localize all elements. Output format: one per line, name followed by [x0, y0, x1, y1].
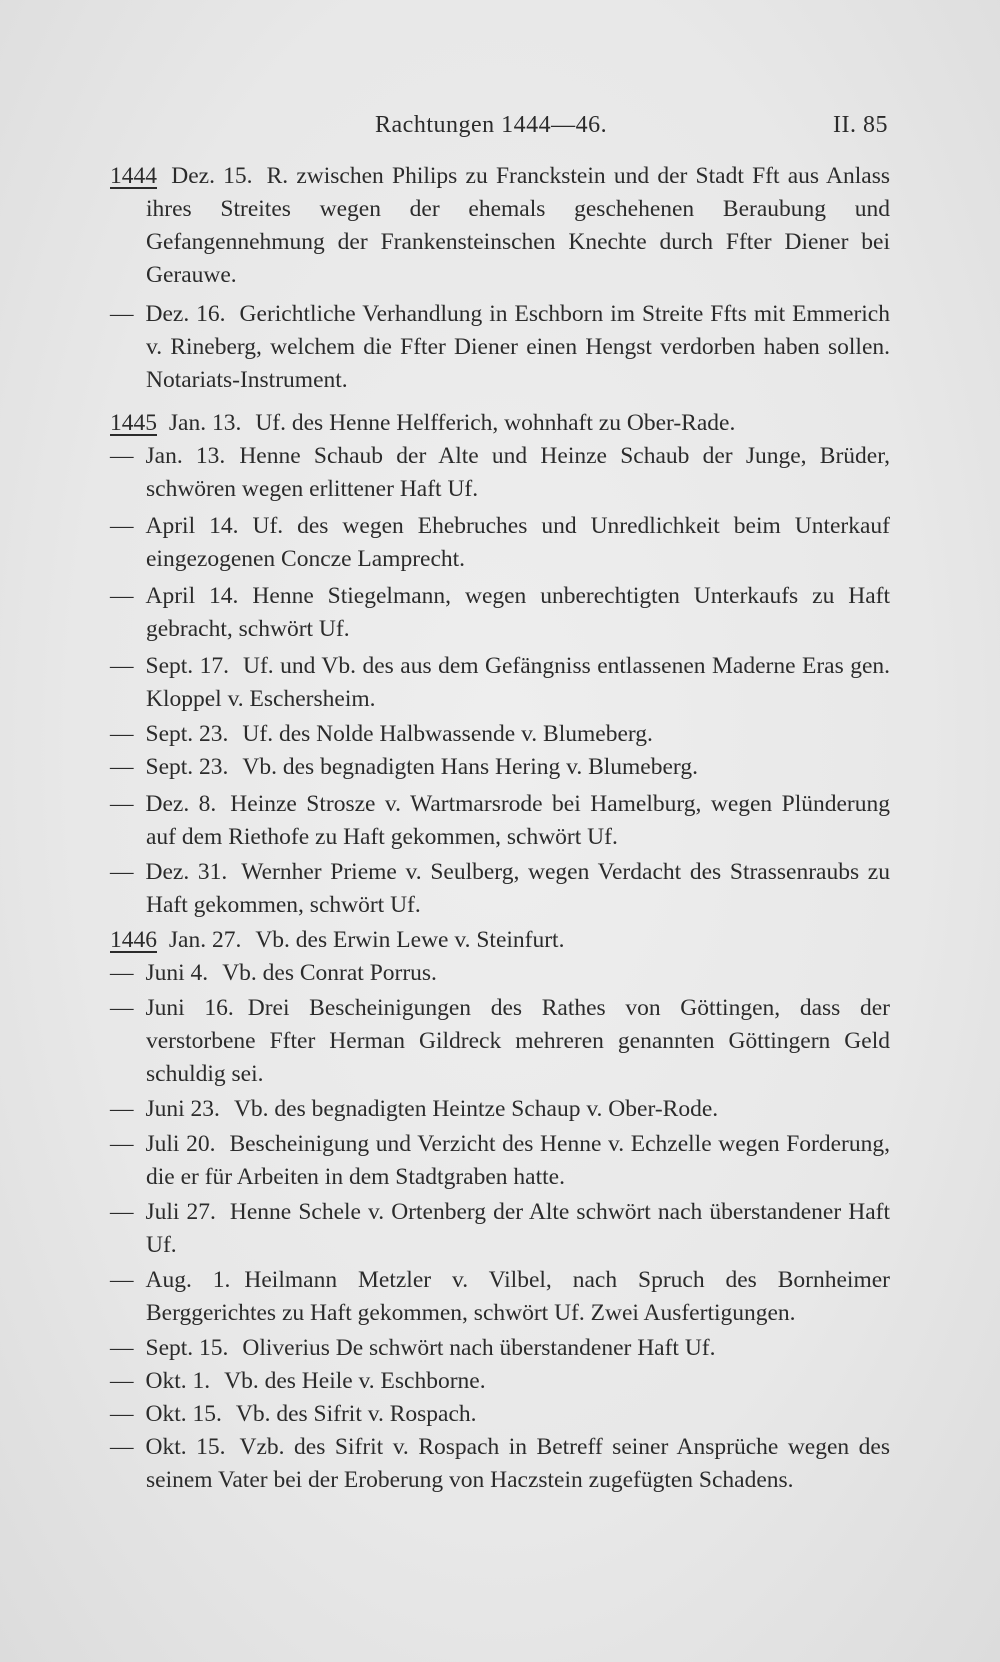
entry-date: Sept. 23.	[145, 754, 229, 780]
entry-date: April 14.	[145, 583, 239, 609]
entry-date: Juni 23.	[145, 1096, 220, 1122]
entry-text: Uf. des wegen Ehebruches und Unredlichkeit beim Unterkauf eingezogenen Concze Lamprecht.	[146, 513, 890, 572]
list-item	[110, 1093, 890, 1126]
dash-marker: —	[110, 995, 134, 1021]
entry-date: Aug. 1.	[145, 1267, 231, 1293]
running-title: Rachtungen 1444—46.	[375, 112, 608, 138]
entry-date: Juni 16.	[145, 995, 234, 1021]
page-header	[112, 108, 888, 144]
dash-marker: —	[110, 443, 134, 469]
list-item	[110, 298, 890, 397]
list-item	[110, 751, 890, 784]
entry-date: Sept. 17.	[145, 653, 229, 679]
entry-text: Henne Schaub der Alte und Heinze Schaub der Junge, Brüder, schwören wegen erlittener Haft Uf.	[146, 443, 890, 502]
entry-text: Vb. des begnadigten Hans Hering v. Blumeberg.	[242, 754, 698, 780]
list-item	[110, 1365, 890, 1398]
entry-date: April 14.	[145, 513, 239, 539]
dash-marker: —	[110, 721, 134, 747]
entry-date: Okt. 15.	[145, 1401, 222, 1427]
year-marker: 1446	[110, 927, 157, 953]
entry-date: Juli 20.	[145, 1131, 216, 1157]
entry-text: Henne Stiegelmann, wegen unberechtigten Unterkaufs zu Haft gebracht, schwört Uf.	[146, 583, 891, 642]
entry-text: Vb. des Erwin Lewe v. Steinfurt.	[255, 927, 565, 953]
entry-text: Bescheinigung und Verzicht des Henne v. Echzelle wegen Forderung, die er für Arbeiten in dem Stadtgraben hatte.	[146, 1131, 890, 1190]
entry-text: Drei Bescheinigungen des Rathes von Göttingen, dass der verstorbene Ffter Herman Gildreck mehreren genannten Göttingern Geld schuldig sei.	[146, 995, 890, 1087]
list-item	[110, 1431, 890, 1497]
entry-date: Sept. 23.	[145, 721, 229, 747]
entry-text: Vb. des Conrat Porrus.	[222, 960, 437, 986]
year-marker: 1445	[110, 410, 157, 436]
dash-marker: —	[110, 1401, 134, 1427]
entry-text: Uf. des Henne Helfferich, wohnhaft zu Ober-Rade.	[255, 410, 736, 436]
entry-date: Dez. 15.	[171, 163, 253, 189]
entry-date: Juli 27.	[145, 1199, 216, 1225]
dash-marker: —	[110, 1434, 134, 1460]
dash-marker: —	[110, 1267, 134, 1293]
entry-text: Heinze Strosze v. Wartmarsrode bei Hamelburg, wegen Plünderung auf dem Riethofe zu Haft gekommen, schwört Uf.	[146, 791, 890, 850]
list-item	[110, 856, 890, 922]
entry-date: Okt. 15.	[145, 1434, 226, 1460]
dash-marker: —	[110, 859, 134, 885]
list-item	[110, 1264, 890, 1330]
entry-date: Okt. 1.	[145, 1368, 211, 1394]
dash-marker: —	[110, 791, 134, 817]
entry-list	[110, 160, 890, 1497]
entry-date: Dez. 8.	[145, 791, 217, 817]
dash-marker: —	[110, 301, 134, 327]
entry-text: Gerichtliche Verhandlung in Eschborn im Streite Ffts mit Emmerich v. Rineberg, welchem die Ffter Diener einen Hengst verdorben haben sollen. Notariats-Instrument.	[146, 301, 890, 393]
list-item	[110, 650, 890, 716]
entry-text: Vb. des Sifrit v. Rospach.	[235, 1401, 477, 1427]
dash-marker: —	[110, 1199, 134, 1225]
list-item	[110, 992, 890, 1091]
list-item	[110, 788, 890, 854]
dash-marker: —	[110, 1368, 134, 1394]
entry-date: Juni 4.	[145, 960, 209, 986]
list-item	[110, 1128, 890, 1194]
entry-text: Uf. des Nolde Halbwassende v. Blumeberg.	[242, 721, 653, 747]
entry-text: Vzb. des Sifrit v. Rospach in Betreff seiner Ansprüche wegen des seinem Vater bei der Eroberung von Haczstein zugefügten Schadens.	[146, 1434, 890, 1493]
dash-marker: —	[110, 960, 134, 986]
dash-marker: —	[110, 583, 134, 609]
list-item	[110, 718, 890, 751]
list-item	[110, 510, 890, 576]
entry-date: Jan. 13.	[145, 443, 226, 469]
list-item	[110, 440, 890, 506]
page-number: II. 85	[833, 112, 888, 138]
entry-date: Jan. 13.	[168, 410, 242, 436]
list-item	[110, 580, 890, 646]
list-item	[110, 407, 890, 440]
entry-text: Vb. des Heile v. Eschborne.	[224, 1368, 486, 1394]
list-item	[110, 160, 890, 292]
entry-text: Heilmann Metzler v. Vilbel, nach Spruch des Bornheimer Berggerichtes zu Haft gekommen, schwört Uf. Zwei Ausfertigungen.	[146, 1267, 890, 1326]
entry-text: Uf. und Vb. des aus dem Gefängniss entlassenen Maderne Eras gen. Kloppel v. Eschersheim.	[146, 653, 890, 712]
dash-marker: —	[110, 1131, 134, 1157]
list-item	[110, 957, 890, 990]
entry-date: Dez. 16.	[145, 301, 226, 327]
entry-date: Dez. 31.	[145, 859, 228, 885]
entry-date: Sept. 15.	[145, 1335, 229, 1361]
entry-text: Vb. des begnadigten Heintze Schaup v. Ober-Rode.	[233, 1096, 719, 1122]
dash-marker: —	[110, 1335, 134, 1361]
list-item	[110, 1398, 890, 1431]
entry-text: Henne Schele v. Ortenberg der Alte schwört nach überstandener Haft Uf.	[146, 1199, 890, 1258]
dash-marker: —	[110, 513, 134, 539]
dash-marker: —	[110, 653, 134, 679]
list-item	[110, 1332, 890, 1365]
entry-text: R. zwischen Philips zu Franckstein und der Stadt Fft aus Anlass ihres Streites wegen der ehemals geschehenen Beraubung und Gefangennehmung der Frankensteinschen Knechte durch Ffter Diener bei Gerauwe.	[146, 163, 890, 288]
dash-marker: —	[110, 754, 134, 780]
entry-date: Jan. 27.	[168, 927, 242, 953]
list-item	[110, 1196, 890, 1262]
dash-marker: —	[110, 1096, 134, 1122]
year-marker: 1444	[110, 163, 157, 189]
entry-text: Wernher Prieme v. Seulberg, wegen Verdacht des Strassenraubs zu Haft gekommen, schwört Uf.	[146, 859, 890, 918]
entry-text: Oliverius De schwört nach überstandener Haft Uf.	[242, 1335, 716, 1361]
list-item	[110, 924, 890, 957]
